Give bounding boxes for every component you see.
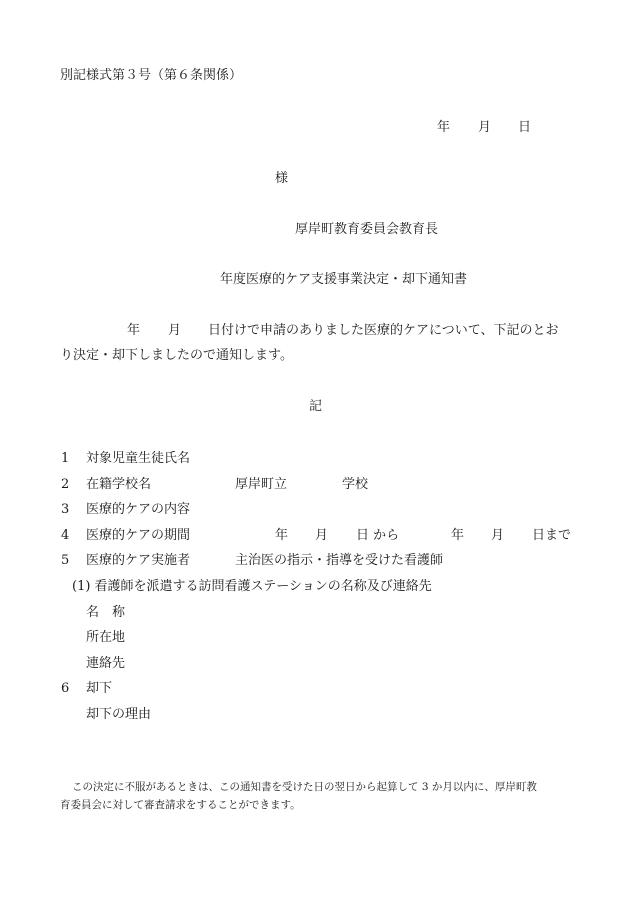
item-2-town: 厚岸町立 [235, 477, 288, 492]
item-5-value: 主治医の指示・指導を受けた看護師 [235, 553, 444, 568]
body-month-label: 月 [168, 323, 182, 338]
item-label-3: 医療的ケアの内容 [86, 502, 191, 517]
body-text-line1: 日付けで申請のありました医療的ケアについて、下記のとお [208, 323, 559, 338]
date-day-label: 日 [518, 120, 532, 135]
form-header: 別記様式第３号（第６条関係） [60, 68, 243, 83]
item-number-1: 1 [61, 451, 70, 466]
period-start-day: 日 から [356, 528, 400, 543]
item-label-2: 在籍学校名 [86, 477, 152, 492]
appeal-notice-line1: この決定に不服があるときは、この通知書を受けた日の翌日から起算して 3 か月以内に、厚岸町教 [72, 781, 537, 793]
date-year-label: 年 [437, 120, 451, 135]
item-number-2: 2 [61, 477, 70, 492]
period-end-day: 日まで [532, 528, 572, 543]
item-number-3: 3 [61, 502, 70, 517]
station-address-label: 所在地 [86, 630, 126, 645]
period-start-month: 月 [315, 528, 329, 543]
item-2-school: 学校 [342, 477, 369, 492]
rejection-reason-label: 却下の理由 [86, 707, 152, 722]
item-label-4: 医療的ケアの期間 [86, 528, 191, 543]
period-end-month: 月 [491, 528, 505, 543]
period-end-year: 年 [451, 528, 465, 543]
item-number-6: 6 [61, 681, 70, 696]
station-name-label: 名 称 [86, 605, 126, 620]
period-start-year: 年 [275, 528, 289, 543]
addressee-suffix: 様 [275, 171, 289, 186]
document-title: 年度医療的ケア支援事業決定・却下通知書 [220, 272, 468, 287]
body-year-label: 年 [127, 323, 141, 338]
body-text-line2: り決定・却下しましたので通知します。 [60, 348, 293, 363]
date-month-label: 月 [478, 120, 492, 135]
item-label-1: 対象児童生徒氏名 [86, 451, 191, 466]
ki-heading: 記 [309, 399, 323, 414]
issuer: 厚岸町教育委員会教育長 [295, 222, 439, 237]
sub-item-1-label: (1) 看護師を派遣する訪問看護ステーションの名称及び連絡先 [72, 579, 432, 594]
appeal-notice-line2: 育委員会に対して審査請求をすることができます。 [60, 799, 301, 811]
station-contact-label: 連絡先 [86, 656, 126, 671]
item-label-5: 医療的ケア実施者 [86, 553, 191, 568]
item-number-5: 5 [61, 553, 70, 568]
item-number-4: 4 [61, 528, 70, 543]
item-label-6: 却下 [86, 681, 113, 696]
